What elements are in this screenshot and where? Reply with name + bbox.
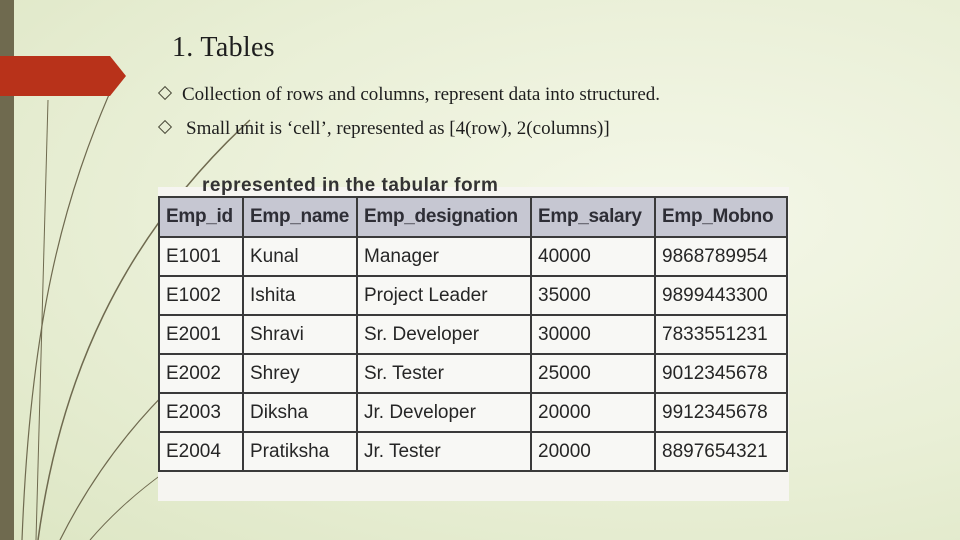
table-cell: Kunal — [243, 237, 357, 276]
column-header: Emp_salary — [531, 197, 655, 237]
table-cell: Shrey — [243, 354, 357, 393]
table-row — [159, 315, 787, 354]
table-cell: 9899443300 — [655, 276, 787, 315]
table-cell: E2001 — [159, 315, 243, 354]
table-cell: Pratiksha — [243, 432, 357, 471]
table-cell: 7833551231 — [655, 315, 787, 354]
table-cell: 35000 — [531, 276, 655, 315]
column-header: Emp_name — [243, 197, 357, 237]
table-cell: E2002 — [159, 354, 243, 393]
table-cell: 20000 — [531, 393, 655, 432]
diamond-bullet-icon — [158, 120, 172, 134]
column-header: Emp_designation — [357, 197, 531, 237]
table-cell: Project Leader — [357, 276, 531, 315]
table-cell: 9912345678 — [655, 393, 787, 432]
table-cell: Jr. Developer — [357, 393, 531, 432]
table-cell: 40000 — [531, 237, 655, 276]
table-cell: 9012345678 — [655, 354, 787, 393]
table-cell: Diksha — [243, 393, 357, 432]
diamond-bullet-icon — [158, 86, 172, 100]
table-row — [159, 432, 787, 471]
bullet-text: Small unit is ‘cell’, represented as [4(row), 2(columns)] — [186, 118, 610, 139]
table-cell: Sr. Tester — [357, 354, 531, 393]
column-header: Emp_Mobno — [655, 197, 787, 237]
table-cell: 30000 — [531, 315, 655, 354]
table-cell: Ishita — [243, 276, 357, 315]
slide-title: 1. Tables — [172, 32, 275, 63]
table-cell: 25000 — [531, 354, 655, 393]
cropped-caption: represented in the tabular form — [202, 175, 499, 196]
table-row — [159, 237, 787, 276]
table-cell: E1002 — [159, 276, 243, 315]
table-row — [159, 276, 787, 315]
table-row — [159, 393, 787, 432]
table-cell: Manager — [357, 237, 531, 276]
table-cell: 9868789954 — [655, 237, 787, 276]
table-cell: E2003 — [159, 393, 243, 432]
bullet-text: Collection of rows and columns, represent data into structured. — [182, 84, 661, 105]
bullet-item — [160, 84, 660, 106]
red-arrow-tab — [0, 56, 126, 96]
bullet-item — [160, 118, 610, 140]
table-cell: E1001 — [159, 237, 243, 276]
table-cell: 8897654321 — [655, 432, 787, 471]
table-cell: Jr. Tester — [357, 432, 531, 471]
table-cell: 20000 — [531, 432, 655, 471]
table-cell: Shravi — [243, 315, 357, 354]
employee-table — [158, 196, 788, 472]
table-photo — [158, 175, 789, 501]
table-header-row — [159, 197, 787, 237]
table-cell: Sr. Developer — [357, 315, 531, 354]
table-cell: E2004 — [159, 432, 243, 471]
table-row — [159, 354, 787, 393]
column-header: Emp_id — [159, 197, 243, 237]
